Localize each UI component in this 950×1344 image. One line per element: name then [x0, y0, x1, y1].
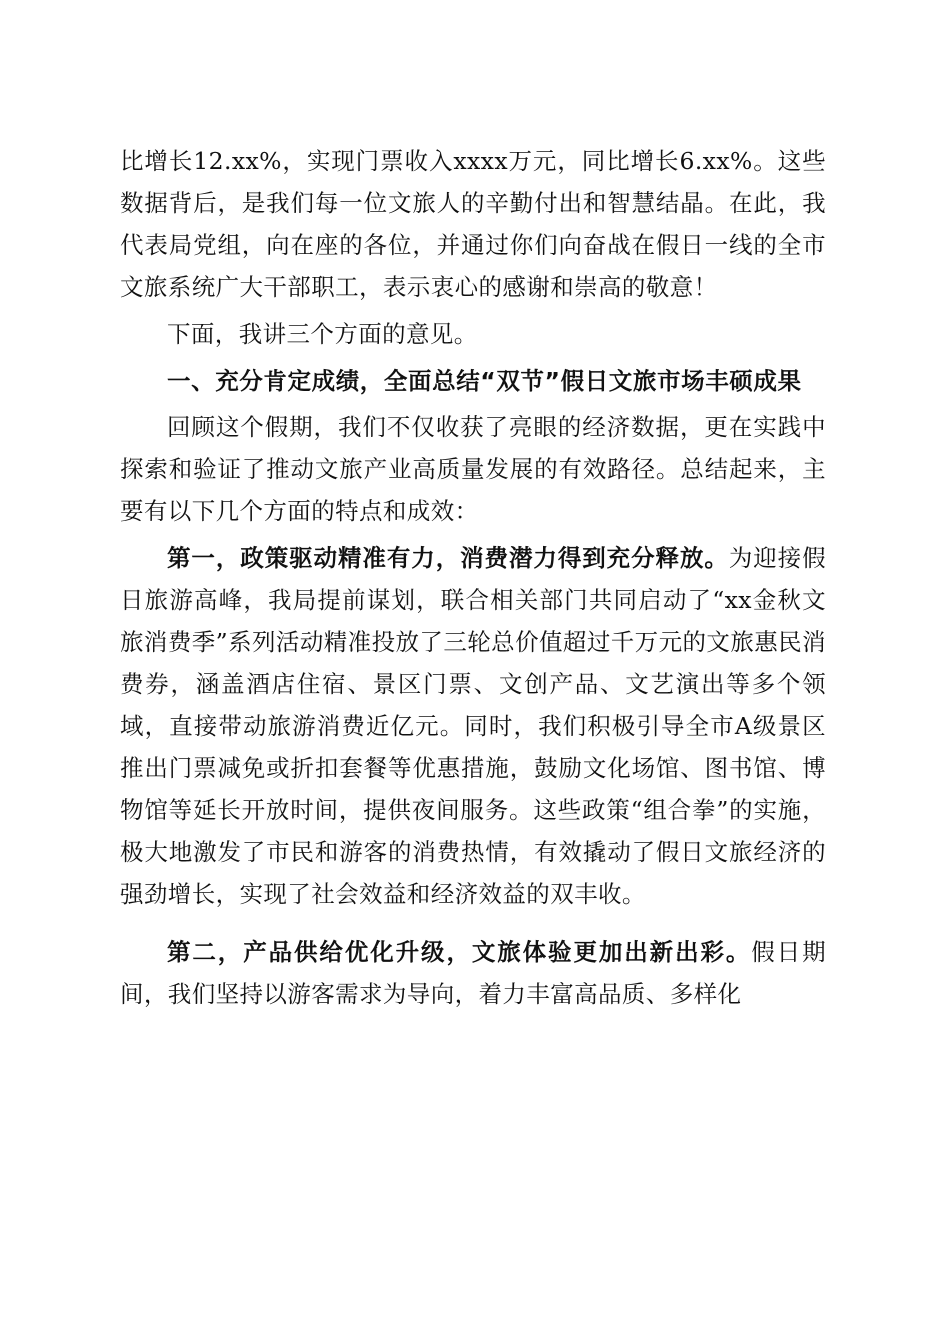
- paragraph-intro: 下面，我讲三个方面的意见。: [167, 320, 478, 348]
- document-body: [120, 140, 826, 1020]
- paragraph-continuation: 比增长12.xx%，实现门票收入xxxx万元，同比增长6.xx%。这些数据背后，是我们每一位文旅人的辛勤付出和智慧结晶。在此，我代表局党组，向在座的各位，并通过你们向奋战在假日一线的全市文旅系统广大干部职工，表示衷心的感谢和崇高的敬意！: [120, 147, 826, 301]
- paragraph-review: 回顾这个假期，我们不仅收获了亮眼的经济数据，更在实践中探索和验证了推动文旅产业高质量发展的有效路径。总结起来，主要有以下几个方面的特点和成效：: [120, 413, 826, 525]
- second-point-lead: 第二，产品供给优化升级，文旅体验更加出新出彩。: [167, 938, 752, 966]
- section-heading-1: 一、充分肯定成绩，全面总结“双节”假日文旅市场丰硕成果: [167, 367, 802, 395]
- first-point-lead: 第一，政策驱动精准有力，消费潜力得到充分释放。: [167, 544, 729, 572]
- first-point-body: 为迎接假日旅游高峰，我局提前谋划，联合相关部门共同启动了“xx金秋文旅消费季”系列活动精准投放了三轮总价值超过千万元的文旅惠民消费券，涵盖酒店住宿、景区门票、文创产品、文艺演出等多个领域，直接带动旅游消费近亿元。同时，我们积极引导全市A级景区推出门票减免或折扣套餐等优惠措施，鼓励文化场馆、图书馆、博物馆等延长开放时间，提供夜间服务。这些政策“组合拳”的实施，极大地激发了市民和游客的消费热情，有效撬动了假日文旅经济的强劲增长，实现了社会效益和经济效益的双丰收。: [120, 544, 826, 908]
- paragraph-first-point: [120, 537, 826, 915]
- second-point-body: 假日期间，我们坚持以游客需求为导向，着力丰富高品质、多样化: [120, 938, 827, 1008]
- paragraph-second-point: [120, 931, 826, 1015]
